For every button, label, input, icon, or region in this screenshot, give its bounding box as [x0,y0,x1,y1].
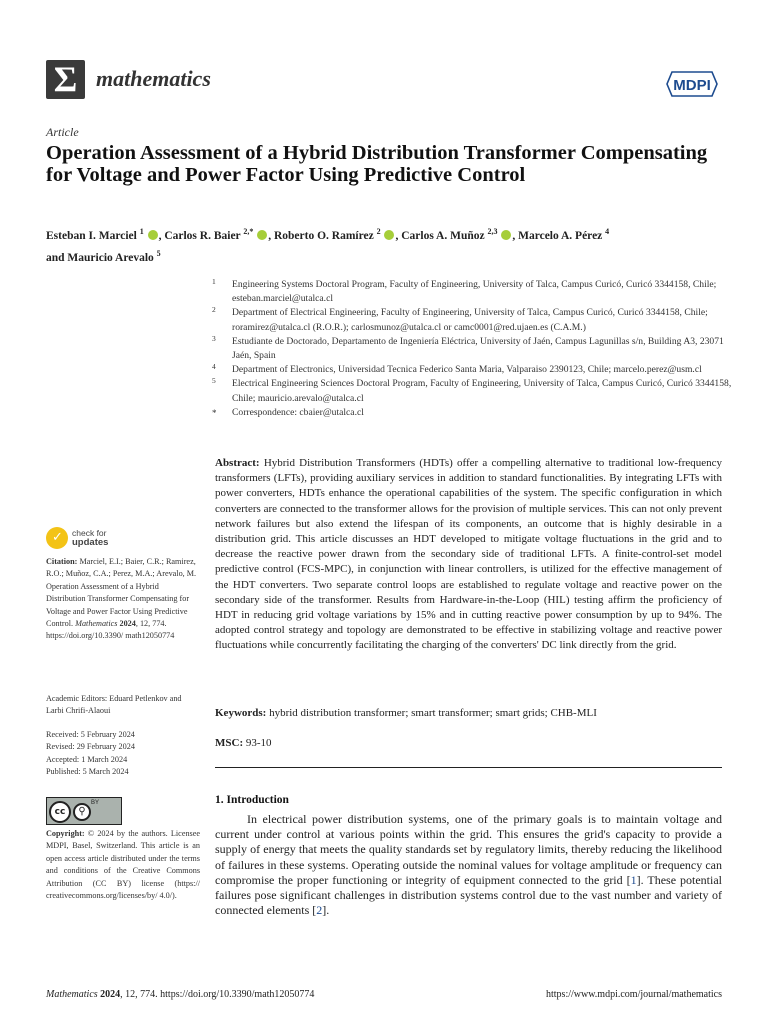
citation-block [46,556,200,643]
author[interactable]: Marcelo A. Pérez [518,229,603,242]
affiliation-number: 5 [212,376,216,386]
copyright-label: Copyright: [46,829,85,838]
checkmark-icon: ✓ [52,530,63,545]
citation-doi[interactable]: , 12, 774. https://doi.org/10.3390/ math12050774 [46,619,175,641]
article-dates [46,729,200,779]
section-divider [215,767,722,768]
footer-url[interactable]: https://www.mdpi.com/journal/mathematics [546,989,722,1000]
msc-value: 93-10 [245,737,272,749]
copyright-block [46,828,200,902]
check-updates-line1: check for [72,528,107,538]
orcid-icon[interactable] [384,230,394,240]
mdpi-logo[interactable] [666,71,718,97]
affiliations [212,278,732,420]
section-heading: 1. Introduction [215,794,289,806]
footer-doi[interactable]: , 12, 774. https://doi.org/10.3390/math12050774 [120,989,315,1000]
author[interactable]: Esteban I. Marciel [46,229,137,242]
author-affil-sup: 5 [156,248,161,258]
footer-year: 2024 [100,989,121,1000]
affiliation-text: Correspondence: cbaier@utalca.cl [232,406,364,418]
correspondence [212,406,732,420]
footer-journal: Mathematics [46,989,98,1000]
person-icon: ⚲ [73,803,91,821]
intro-text: In electrical power distribution systems, one of the primary goals is to maintain voltage and current under control at various points within the grid. This ensures the grid's capacity to provide a supply of energy that meets the quality standards set by regulatory limits, thereby reducing the likelihood of failures in these systems. Operating outside the nominal values for voltage amplitude or frequency can compromise the proper functioning or integrity of equipment connected to the grid [ [215,812,722,887]
msc-label: MSC: [215,737,244,749]
affiliation-item [212,377,732,405]
article-title: Operation Assessment of a Hybrid Distribution Transformer Compensating for Voltage and Power Factor Using Predictive Control [46,142,708,186]
orcid-icon[interactable] [148,230,158,240]
author-list: Esteban I. Marciel $^1$ , Carlos R. Baier $^{2,*}$ , Roberto O. Ramírez $^2$ , Carlos A. Muñoz $^{2,3}$ , Marcelo A. Pérez $^4$ and Mauricio Arevalo $^5$ [46,227,610,264]
keywords-text: hybrid distribution transformer; smart transformer; smart grids; CHB-MLI [269,707,597,719]
affiliation-number: * [212,407,217,418]
cc-icon: cc [49,801,71,823]
author[interactable]: Mauricio Arevalo [67,251,154,264]
author[interactable]: Carlos A. Muñoz [401,229,485,242]
affiliation-text: Department of Electronics, Universidad Tecnica Federico Santa Maria, Valparaiso 2390123, Chile; marcelo.perez@usm.cl [232,364,702,376]
citation-text: Marciel, E.I.; Baier, C.R.; Ramirez, R.O.; Muñoz, C.A.; Perez, M.A.; Arevalo, M. Operation Assessment of a Hybrid Distribution Transformer Compensating for Voltage and Power Factor Using Predictive Control. [46,557,197,629]
abstract-label: Abstract: [215,457,260,469]
mdpi-label: MDPI [673,77,711,94]
academic-editors: Academic Editors: Eduard Petlenkov and Larbi Chrifi-Alaoui [46,694,182,716]
footer-citation [46,989,314,1000]
affiliation-number: 3 [212,333,216,343]
msc [215,737,272,749]
abstract [215,456,722,654]
journal-logo: Σ [46,60,85,99]
abstract-text: Hybrid Distribution Transformers (HDTs) offer a compelling alternative to traditional low-frequency transformers (LFTs), providing auxiliary services in addition to standard functionalities. By integrating LFTs with power converters, HDTs enhance the operational capabilities of the system. The specific configuration in which converters are connected to the transformer allows for the provision of multiple services. This can not only prevent network failures but also extend the lifespan of its components, an outcome that is highly desirable in a distribution grid. This article discusses an HDT developed to mitigate voltage fluctuations in the grid and to decrease the reactive power drawn from the secondary side of traditional LFTs. A finite-control-set model predictive control (FCS-MPC), in conjunction with linear controllers, is utilized for the effective management of the HDT converters. Two separate control loops are established to regulate voltage and reactive power on the secondary side of the transformer. Results from Hardware-in-the-Loop (HIL) testing affirm the proficiency of HDT in reducing grid voltage variations by 15% and in cutting reactive power consumption by up to 94%. The adopted control strategy and topology are demonstrated to be effective in stabilizing voltage and reactive power fluctuations while concurrently facilitating the charging of the converters' DC link directly from the grid. [215,457,723,652]
affiliation-item [212,278,732,306]
cc-by-license-badge[interactable] [46,797,122,825]
keywords [215,707,722,719]
author-affil-sup: 2 [376,227,381,236]
affiliation-item [212,363,732,377]
keywords-label: Keywords: [215,707,267,719]
check-updates-line2: updates [72,537,109,548]
article-type: Article [46,125,79,139]
orcid-icon[interactable] [257,230,267,240]
accepted-date: Accepted: 1 March 2024 [46,754,128,764]
revised-date: Revised: 29 February 2024 [46,742,135,752]
intro-text: ]. [322,903,330,918]
citation-label: Citation: [46,557,78,566]
citation-year: 2024 [119,619,136,629]
affiliation-item [212,306,732,334]
affiliation-number: 4 [212,362,216,372]
orcid-icon[interactable] [501,230,511,240]
published-date: Published: 5 March 2024 [46,767,129,777]
affiliation-text: Estudiante de Doctorado, Departamento de Ingeniería Eléctrica, University of Jaén, Campus Lagunillas s/n, Building A3, 23071 Jaén, Spain [232,335,724,362]
affiliation-text: Department of Electrical Engineering, Faculty of Engineering, University of Talca, Campus Curicó, Curicó 3344158, Chile; roramirez@utalca.cl (R.O.R.); carlosmunoz@utalca.cl or camc0001@red.ujaen.es (C.A.M.) [232,307,708,333]
affiliation-number: 2 [212,305,216,315]
author[interactable]: Carlos R. Baier [164,229,241,242]
author[interactable]: Roberto O. Ramírez [273,229,374,242]
citation-link[interactable]: 1 [630,872,637,887]
introduction-paragraph [215,812,722,918]
affiliation-text: Engineering Systems Doctoral Program, Faculty of Engineering, University of Talca, Campus Curicó, Curicó 3344158, Chile; esteban.marciel@utalca.cl [232,279,717,305]
author-affil-sup: 4 [605,227,610,236]
author-affil-sup: 1 [139,227,144,236]
by-label: BY [91,800,100,806]
journal-name: mathematics [96,66,211,91]
copyright-text: © 2024 by the authors. Licensee MDPI, Basel, Switzerland. This article is an open access article distributed under the terms and conditions of the Creative Commons Attribution (CC BY) license (https:// creativecommons.org/licenses/by/ 4.0/). [46,829,200,901]
affiliation-item [212,335,732,363]
citation-link[interactable]: 2 [316,903,323,918]
affiliation-text: Electrical Engineering Sciences Doctoral Program, Faculty of Engineering, University of Talca, Campus Curicó, Curicó 3344158, Chile; mauricio.arevalo@utalca.cl [232,378,732,404]
author-affil-sup: 2,* [243,227,254,236]
citation-journal: Mathematics [75,619,118,629]
intro-text: ]. These potential failures pose significant challenges in distribution systems control due to the vast number and variety of connected elements [ [215,872,723,918]
author-affil-sup: 2,3 [487,227,498,236]
affiliation-number: 1 [212,277,216,286]
received-date: Received: 5 February 2024 [46,730,135,739]
